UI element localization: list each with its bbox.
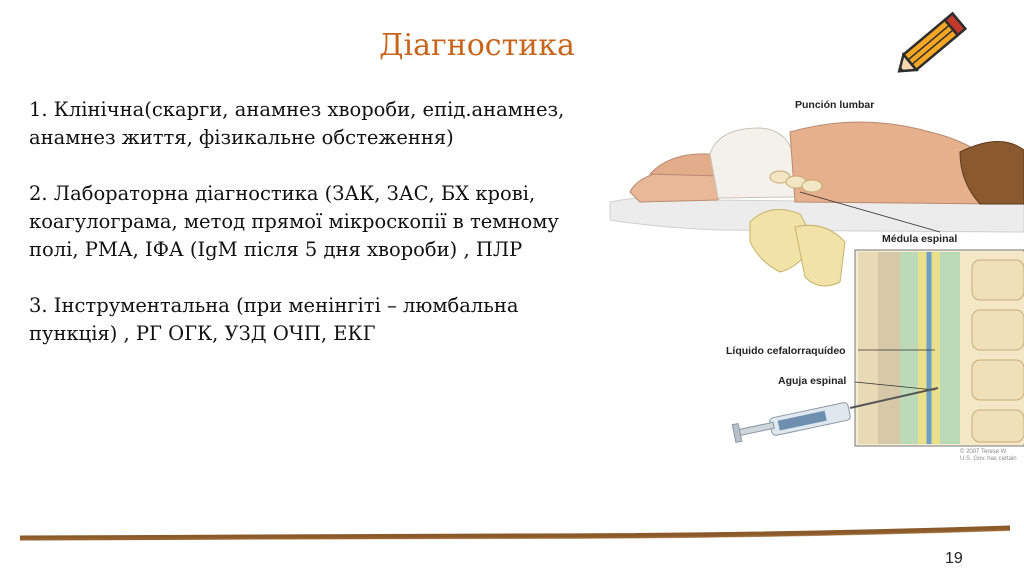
paragraph-laboratory: 2. Лабораторна діагностика (ЗАК, ЗАС, БХ крові, коагулограма, метод прямої мікроскопії в темному полі, РМА, ІФА (IgM після 5 дня хвороби) , ПЛР	[29, 182, 559, 261]
illustration-caption: Punción lumbar	[795, 99, 875, 111]
pencil-icon	[890, 6, 974, 84]
decorative-rule	[20, 522, 1010, 546]
label-needle: Aguja espinal	[778, 375, 847, 387]
paragraph-clinical: 1. Клінічна(скарги, анамнез хвороби, епід.анамнез, анамнез життя, фізикальне обстеження)	[29, 98, 565, 149]
lumbar-puncture-illustration	[600, 92, 1024, 472]
slide-body	[29, 96, 607, 376]
label-spinal-cord: Médula espinal	[882, 233, 958, 245]
copyright-line-2: U.S. Gov. has certain	[960, 456, 1017, 462]
label-csf: Líquido cefalorraquídeo	[726, 345, 846, 357]
page-number: 19	[945, 550, 963, 567]
spine-cross-section	[855, 250, 1024, 446]
copyright-line-1: © 2007 Terese W	[960, 449, 1007, 455]
paragraph-instrumental: 3. Інструментальна (при менінгіті – люмбальна пункція) , РГ ОГК, УЗД ОЧП, ЕКГ	[29, 294, 519, 345]
slide-title: Діагностика	[379, 28, 575, 63]
